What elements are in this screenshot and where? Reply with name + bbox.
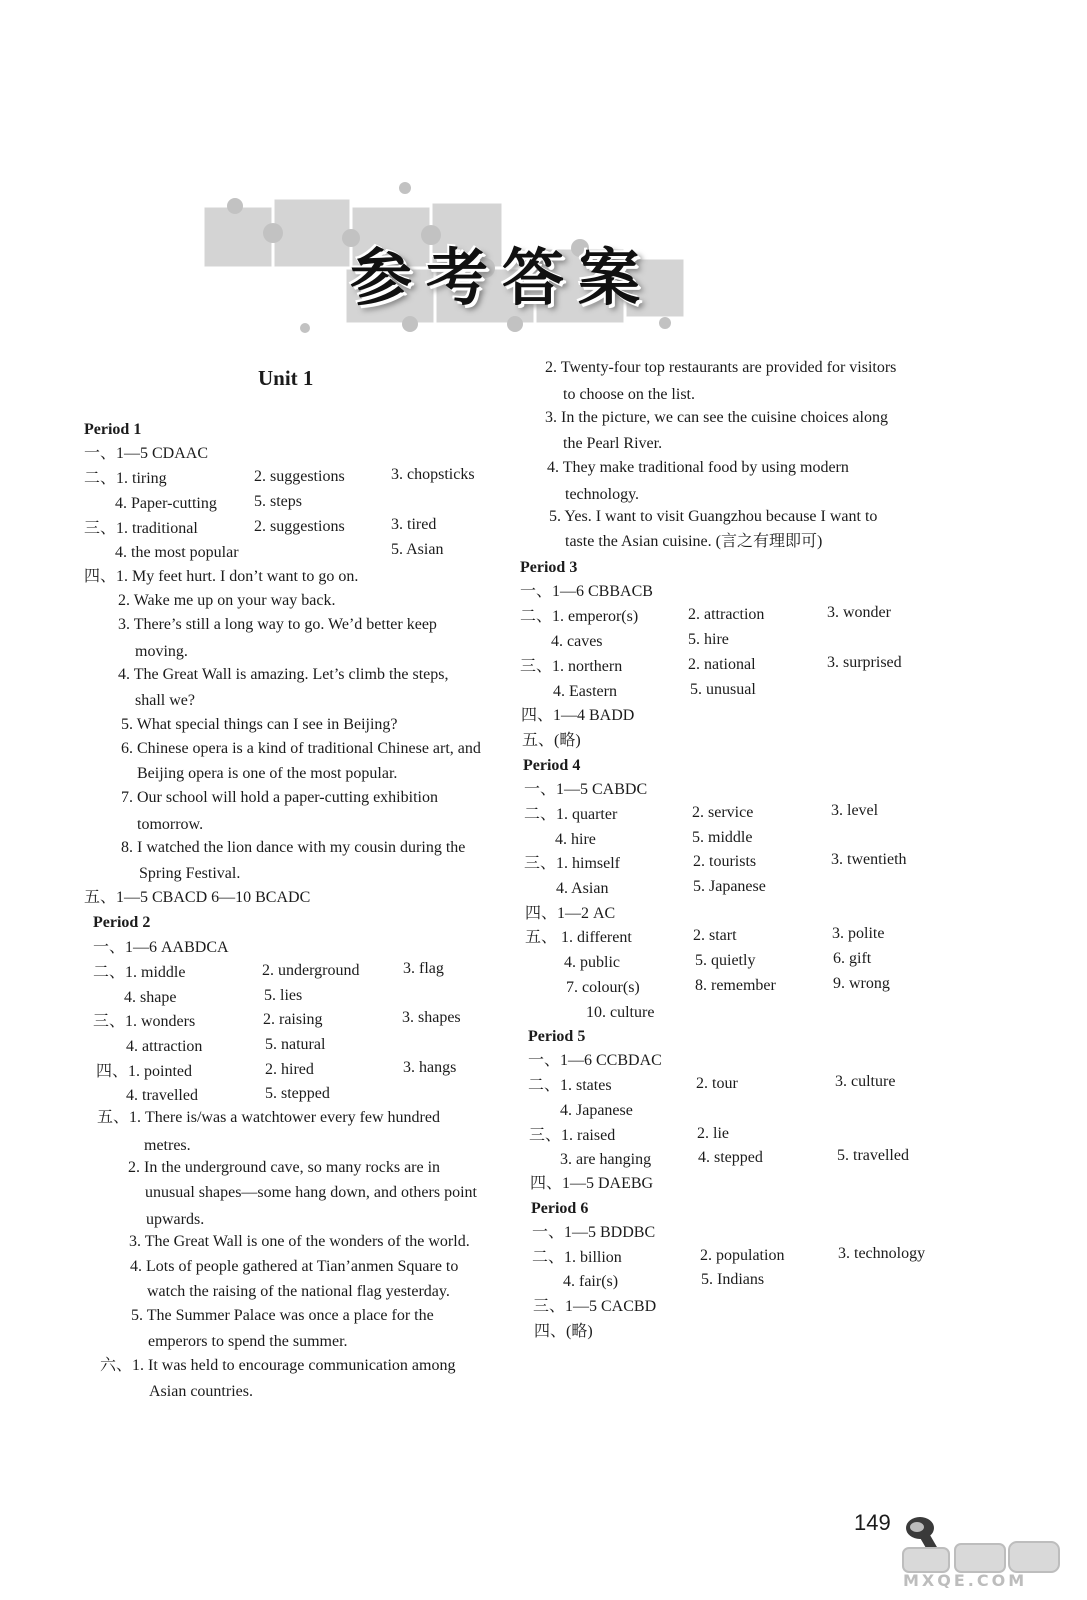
answer-line: Beijing opera is one of the most popular. xyxy=(137,765,398,782)
answer-line: 2. population xyxy=(700,1247,785,1264)
answer-line: 3. level xyxy=(831,802,879,819)
period-heading: Period 5 xyxy=(528,1028,586,1045)
answer-line: 5. unusual xyxy=(690,681,756,698)
answer-line: 5. Japanese xyxy=(693,878,766,895)
answer-line: 4. caves xyxy=(551,633,603,650)
answer-line: 四、1—4 BADD xyxy=(521,707,635,724)
answer-line: 三、1. raised xyxy=(529,1127,616,1144)
answer-line: 8. I watched the lion dance with my cousin during the xyxy=(121,839,466,856)
answer-line: 四、1. pointed xyxy=(96,1063,192,1080)
answer-line: 4. fair(s) xyxy=(563,1273,619,1290)
answer-line: 一、1—6 CCBDAC xyxy=(528,1052,662,1069)
answer-line: 二、1. middle xyxy=(93,964,186,981)
answer-line: 3. technology xyxy=(838,1245,926,1262)
answer-line: 3. are hanging xyxy=(560,1151,652,1168)
answer-line: 5. Yes. I want to visit Guangzhou because I want to xyxy=(549,508,878,525)
unit-heading: Unit 1 xyxy=(258,366,314,390)
answer-line: 4. shape xyxy=(124,989,177,1006)
answer-line: 3. The Great Wall is one of the wonders of the world. xyxy=(129,1233,470,1250)
answer-line: 2. start xyxy=(693,927,737,944)
answer-line: 四、1—5 DAEBG xyxy=(530,1175,654,1192)
answer-line: 4. Asian xyxy=(556,880,609,897)
period-heading: Period 4 xyxy=(523,757,581,774)
answer-line: 一、1—5 CABDC xyxy=(524,781,648,798)
answer-line: 4. the most popular xyxy=(115,544,239,561)
answer-line: 3. There’s still a long way to go. We’d better keep xyxy=(118,616,437,633)
watermark-logo xyxy=(895,1508,1070,1588)
answer-line: 4. stepped xyxy=(698,1149,763,1166)
answer-line: 2. Twenty-four top restaurants are provided for visitors xyxy=(545,359,897,376)
answer-line: 3. tired xyxy=(391,516,437,533)
answer-line: 4. They make traditional food by using modern xyxy=(547,459,849,476)
answer-line: 5. Indians xyxy=(701,1271,765,1288)
answer-line: metres. xyxy=(144,1137,191,1154)
answer-line: 三、1. himself xyxy=(524,855,620,872)
answer-line: 4. Lots of people gathered at Tian’anmen Square to xyxy=(130,1258,459,1275)
period-heading: Period 2 xyxy=(93,914,151,931)
answer-line: 三、1. wonders xyxy=(93,1013,196,1030)
answer-line: 4. hire xyxy=(555,831,596,848)
answer-line: moving. xyxy=(135,643,188,660)
answer-line: 一、1—6 AABDCA xyxy=(93,939,229,956)
answer-line: 2. suggestions xyxy=(254,518,345,535)
answer-line: 四、1. My feet hurt. I don’t want to go on. xyxy=(84,568,359,585)
answer-line: 3. culture xyxy=(835,1073,896,1090)
answer-line: 二、1. quarter xyxy=(524,806,618,823)
answer-line: 二、1. emperor(s) xyxy=(520,608,639,625)
answer-line: 五、 1. different xyxy=(525,929,632,946)
answer-line: Spring Festival. xyxy=(139,865,241,882)
answer-line: technology. xyxy=(565,486,640,503)
answer-line: 2. raising xyxy=(263,1011,323,1028)
answer-line: 5. stepped xyxy=(265,1085,330,1102)
answer-line: 2. underground xyxy=(262,962,360,979)
answer-line: 5. travelled xyxy=(837,1147,909,1164)
answer-line: 2. suggestions xyxy=(254,468,345,485)
answer-line: 5. hire xyxy=(688,631,729,648)
answer-line: 3. twentieth xyxy=(831,851,907,868)
answer-line: 8. remember xyxy=(695,977,776,994)
answer-line: 9. wrong xyxy=(833,975,890,992)
answer-line: 4. travelled xyxy=(126,1087,198,1104)
answer-line: 4. Eastern xyxy=(553,683,617,700)
answer-line: 五、1—5 CBACD 6—10 BCADC xyxy=(84,889,311,906)
answer-line: 3. wonder xyxy=(827,604,891,621)
answer-line: 4. attraction xyxy=(126,1038,203,1055)
answer-line: 5. lies xyxy=(264,987,303,1004)
answer-line: 2. tour xyxy=(696,1075,738,1092)
answer-line: 2. service xyxy=(692,804,754,821)
answer-line: 3. flag xyxy=(403,960,444,977)
answer-line: to choose on the list. xyxy=(563,386,695,403)
answer-line: 2. attraction xyxy=(688,606,765,623)
answer-line: 5. What special things can I see in Beijing? xyxy=(121,716,398,733)
answer-line: 3. shapes xyxy=(402,1009,461,1026)
answer-line: 4. public xyxy=(564,954,620,971)
answer-line: 4. Japanese xyxy=(560,1102,633,1119)
period-heading: Period 3 xyxy=(520,559,578,576)
answer-line: 10. culture xyxy=(586,1004,655,1021)
answer-line: shall we? xyxy=(135,692,195,709)
answer-line: the Pearl River. xyxy=(563,435,663,452)
answer-line: 一、1—5 BDDBC xyxy=(532,1224,656,1241)
answer-line: 四、(略) xyxy=(534,1323,593,1340)
answer-line: 6. gift xyxy=(833,950,872,967)
period-heading: Period 6 xyxy=(531,1200,589,1217)
answer-line: 7. colour(s) xyxy=(566,979,640,996)
answer-line: 5. The Summer Palace was once a place for the xyxy=(131,1307,434,1324)
answer-line: taste the Asian cuisine. (言之有理即可) xyxy=(565,533,823,550)
answer-line: 4. Paper-cutting xyxy=(115,495,217,512)
answer-line: 三、1—5 CACBD xyxy=(533,1298,657,1315)
answer-line: 二、1. tiring xyxy=(84,470,167,487)
answer-line: 2. tourists xyxy=(693,853,757,870)
answer-line: 3. In the picture, we can see the cuisine choices along xyxy=(545,409,888,426)
answer-line: 一、1—6 CBBACB xyxy=(520,583,653,600)
answer-line: 五、1. There is/was a watchtower every few hundred xyxy=(97,1109,440,1126)
answer-line: 3. hangs xyxy=(403,1059,457,1076)
answer-line: 2. national xyxy=(688,656,756,673)
answer-line: 一、1—5 CDAAC xyxy=(84,445,209,462)
answer-line: 2. In the underground cave, so many rocks are in xyxy=(128,1159,441,1176)
answer-line: 2. Wake me up on your way back. xyxy=(118,592,336,609)
answer-line: 二、1. states xyxy=(528,1077,612,1094)
answer-line: 5. Asian xyxy=(391,541,444,558)
answer-line: 四、1—2 AC xyxy=(525,905,616,922)
answer-line: 3. surprised xyxy=(827,654,902,671)
page-title: 参考答案 xyxy=(350,241,655,314)
answer-line: 三、1. northern xyxy=(520,658,623,675)
answer-line: upwards. xyxy=(146,1211,205,1228)
period-heading: Period 1 xyxy=(84,421,142,438)
answer-line: 二、1. billion xyxy=(532,1249,622,1266)
answer-line: 6. Chinese opera is a kind of traditional Chinese art, and xyxy=(121,740,481,757)
answer-line: 7. Our school will hold a paper-cutting exhibition xyxy=(121,789,438,806)
watermark-text: MXQE.COM xyxy=(903,1571,1028,1588)
answer-line: emperors to spend the summer. xyxy=(148,1333,348,1350)
answer-line: 5. quietly xyxy=(695,952,756,969)
answer-line: 5. steps xyxy=(254,493,302,510)
answer-line: 五、(略) xyxy=(522,732,581,749)
answer-line: 3. polite xyxy=(832,925,885,942)
answer-line: 六、1. It was held to encourage communication among xyxy=(100,1357,456,1374)
answer-line: unusual shapes—some hang down, and others point xyxy=(145,1184,477,1201)
answer-line: 5. middle xyxy=(692,829,753,846)
answer-line: 5. natural xyxy=(265,1036,326,1053)
answer-line: 4. The Great Wall is amazing. Let’s climb the steps, xyxy=(118,666,449,683)
answer-line: tomorrow. xyxy=(137,816,204,833)
answer-line: 2. hired xyxy=(265,1061,314,1078)
answer-line: Asian countries. xyxy=(149,1383,253,1400)
answer-line: watch the raising of the national flag yesterday. xyxy=(147,1283,450,1300)
answer-line: 三、1. traditional xyxy=(84,520,198,537)
answer-line: 3. chopsticks xyxy=(391,466,475,483)
page-number: 149 xyxy=(854,1510,891,1535)
answer-line: 2. lie xyxy=(697,1125,729,1142)
